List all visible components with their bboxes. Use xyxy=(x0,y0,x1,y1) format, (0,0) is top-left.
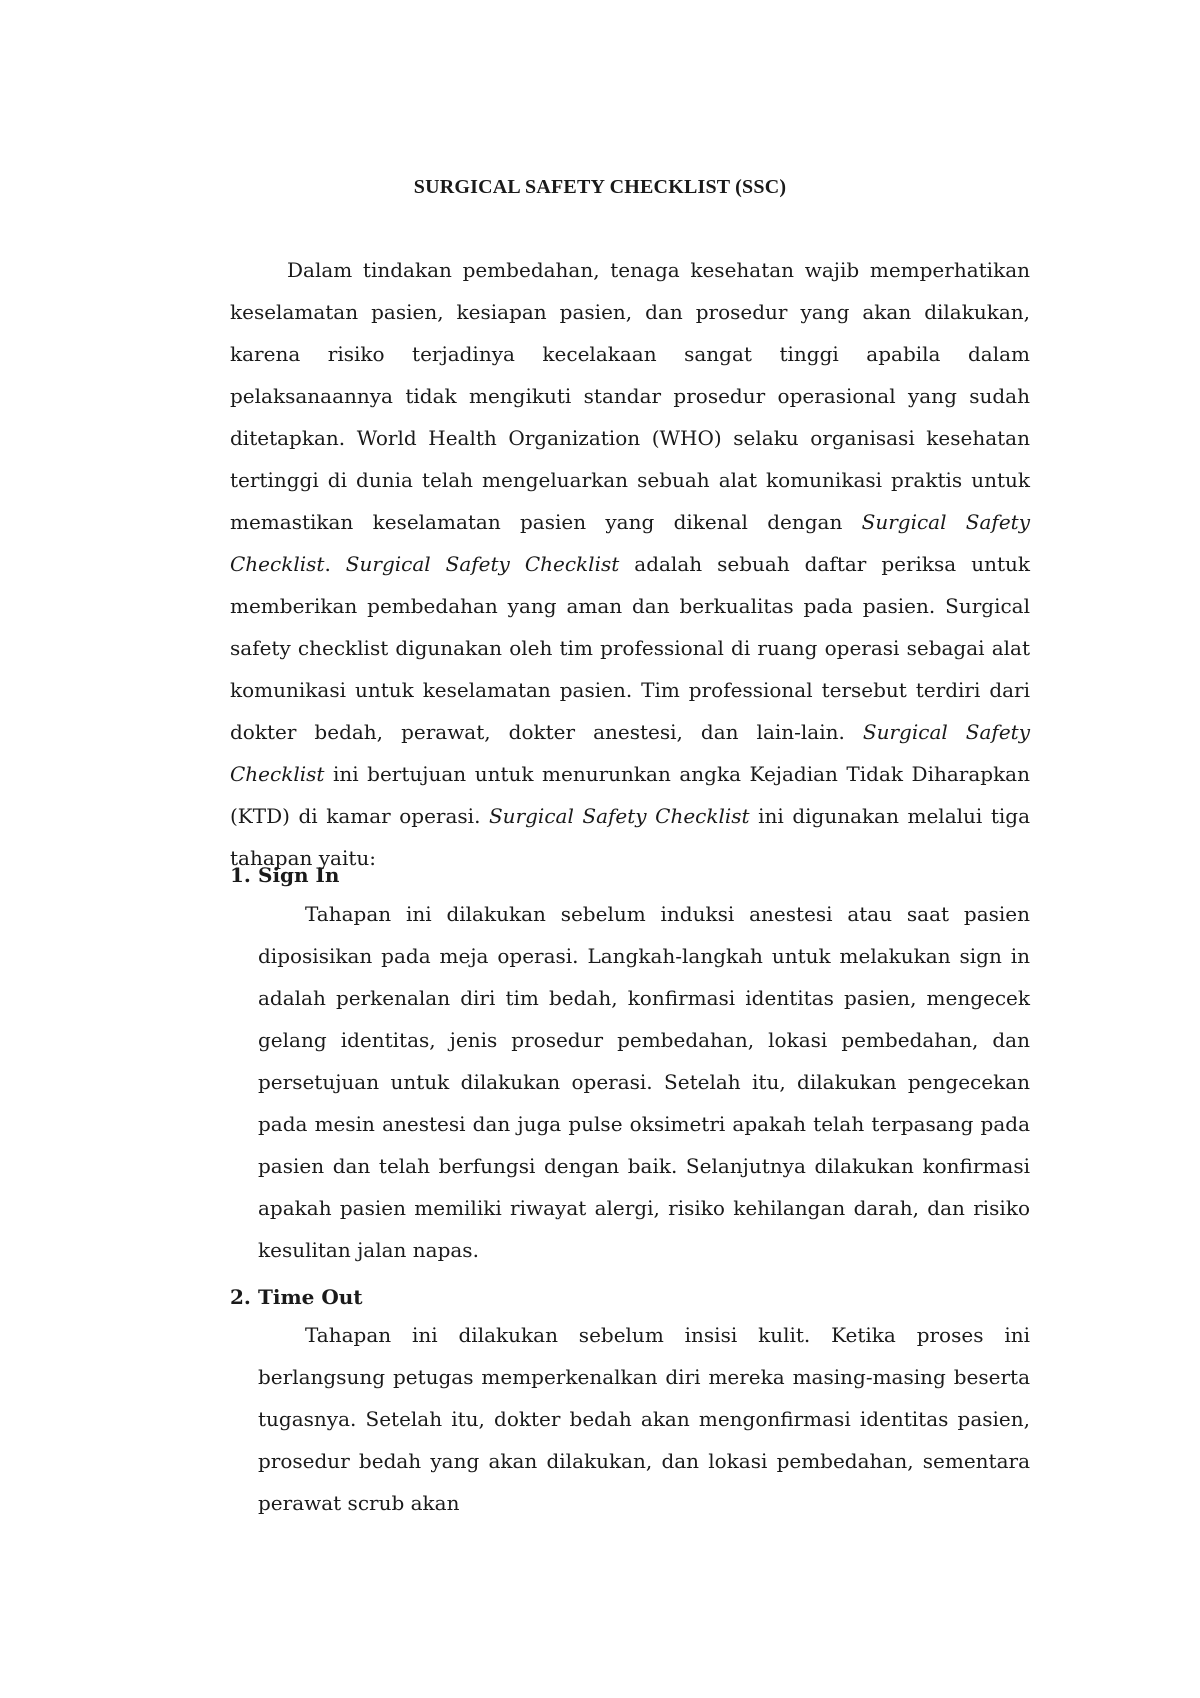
intro-text-2: . xyxy=(324,552,346,576)
intro-italic-term-1: Surgical Safety Checklist xyxy=(230,510,1030,576)
document-title: SURGICAL SAFETY CHECKLIST (SSC) xyxy=(413,176,787,198)
intro-italic-term-2: Surgical Safety Checklist xyxy=(345,552,620,576)
section-heading-time-out xyxy=(230,1283,363,1311)
intro-paragraph xyxy=(230,249,1030,879)
section-title: Time Out xyxy=(258,1285,363,1309)
section-number: 1. xyxy=(230,863,251,887)
intro-text-3: adalah sebuah daftar periksa untuk memberikan pembedahan yang aman dan berkualitas pada pasien. Surgical safety checklist digunakan oleh tim professional di ruang operasi sebagai alat komunikasi untuk keselamatan pasien. Tim professional tersebut terdiri dari dokter bedah, perawat, dokter anestesi, dan lain-lain. xyxy=(230,552,1031,744)
intro-italic-term-3: Surgical Safety Checklist xyxy=(230,720,1031,786)
section-title: Sign In xyxy=(258,863,340,887)
section-number: 2. xyxy=(230,1285,251,1309)
section-body-time-out: Tahapan ini dilakukan sebelum insisi kulit. Ketika proses ini berlangsung petugas memperkenalkan diri mereka masing-masing beserta tugasnya. Setelah itu, dokter bedah akan mengonfirmasi identitas pasien, prosedur bedah yang akan dilakukan, dan lokasi pembedahan, sementara perawat scrub akan xyxy=(258,1323,1030,1515)
section-heading-sign-in xyxy=(230,861,339,889)
intro-text-1: Dalam tindakan pembedahan, tenaga kesehatan wajib memperhatikan keselamatan pasien, kesiapan pasien, dan prosedur yang akan dilakukan, karena risiko terjadinya kecelakaan sangat tinggi apabila dalam pelaksanaannya tidak mengikuti standar prosedur operasional yang sudah ditetapkan. World Health Organization (WHO) selaku organisasi kesehatan tertinggi di dunia telah mengeluarkan sebuah alat komunikasi praktis untuk memastikan keselamatan pasien yang dikenal dengan xyxy=(230,258,1030,534)
intro-italic-term-4: Surgical Safety Checklist xyxy=(488,804,750,828)
section-body-sign-in: Tahapan ini dilakukan sebelum induksi anestesi atau saat pasien diposisikan pada meja operasi. Langkah-langkah untuk melakukan sign in adalah perkenalan diri tim bedah, konfirmasi identitas pasien, mengecek gelang identitas, jenis prosedur pembedahan, lokasi pembedahan, dan persetujuan untuk dilakukan operasi. Setelah itu, dilakukan pengecekan pada mesin anestesi dan juga pulse oksimetri apakah telah terpasang pada pasien dan telah berfungsi dengan baik. Selanjutnya dilakukan konfirmasi apakah pasien memiliki riwayat alergi, risiko kehilangan darah, dan risiko kesulitan jalan napas. xyxy=(258,902,1030,1262)
intro-text-4: ini bertujuan untuk menurunkan angka Kejadian Tidak Diharapkan (KTD) di kamar operasi. xyxy=(230,762,1030,828)
intro-text-5: ini digunakan melalui tiga tahapan yaitu: xyxy=(230,804,1030,870)
